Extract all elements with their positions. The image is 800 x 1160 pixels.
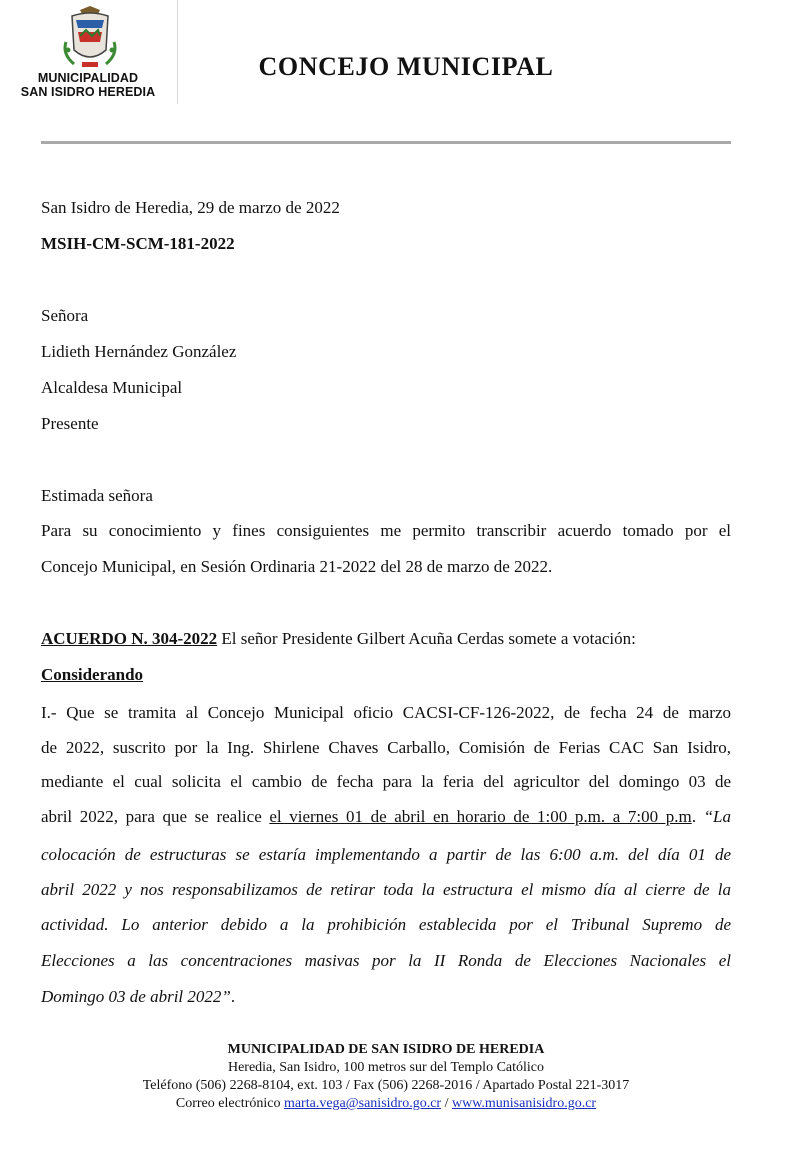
recipient-name: Lidieth Hernández González — [41, 342, 237, 361]
reference-number: MSIH-CM-SCM-181-2022 — [41, 234, 235, 253]
greeting: Estimada señora — [41, 486, 153, 505]
recipient-presence: Presente — [41, 414, 99, 433]
agreement-heading — [41, 629, 636, 649]
footer-separator: / — [441, 1096, 452, 1111]
footer-org: MUNICIPALIDAD DE SAN ISIDRO DE HEREDIA — [227, 1042, 545, 1057]
body-line-8: Elecciones a las concentraciones masivas por la II Ronda de Elecciones Nacionales el — [41, 951, 731, 970]
header-rule — [41, 141, 731, 144]
schedule-underlined: el viernes 01 de abril en horario de 1:00 p.m. a 7:00 p.m — [269, 807, 692, 826]
footer-email-label: Correo electrónico — [175, 1096, 284, 1111]
intro-line-1: Para su conocimiento y fines consiguientes me permito transcribir acuerdo tomado por el — [41, 521, 731, 540]
body-line-2: de 2022, suscrito por la Ing. Shirlene Chaves Carballo, Comisión de Ferias CAC San Isidro, — [41, 738, 731, 757]
body-line-4-period: . — [691, 807, 704, 826]
body-line-3: mediante el cual solicita el cambio de fecha para la feria del agricultor del domingo 03 de — [41, 772, 731, 791]
header-divider — [177, 0, 178, 104]
body-line-9 — [41, 987, 235, 1007]
quote-period: . — [230, 987, 236, 1006]
body-line-4-start: abril 2022, para que se realice — [41, 807, 270, 826]
place-date: San Isidro de Heredia, 29 de marzo de 2022 — [41, 198, 340, 217]
municipality-line-1: MUNICIPALIDAD — [37, 71, 139, 85]
agreement-text: El señor Presidente Gilbert Acuña Cerdas somete a votación: — [217, 629, 636, 648]
footer-website-link[interactable]: www.munisanisidro.go.cr — [451, 1096, 597, 1111]
recipient-salutation: Señora — [41, 306, 89, 325]
body-line-1: I.- Que se tramita al Concejo Municipal oficio CACSI-CF-126-2022, de fecha 24 de marzo — [41, 703, 731, 722]
body-line-4 — [41, 807, 731, 827]
considering-heading: Considerando — [41, 665, 144, 684]
body-line-5: colocación de estructuras se estaría implementando a partir de las 6:00 a.m. del día 01 de — [41, 845, 731, 864]
body-line-7: actividad. Lo anterior debido a la prohibición establecida por el Tribunal Supremo de — [41, 915, 731, 934]
quote-start: “La — [703, 807, 731, 826]
intro-line-2: Concejo Municipal, en Sesión Ordinaria 21-2022 del 28 de marzo de 2022. — [41, 557, 553, 576]
footer-phone: Teléfono (506) 2268-8104, ext. 103 / Fax (506) 2268-2016 / Apartado Postal 221-3017 — [142, 1078, 630, 1093]
footer-email-link[interactable]: marta.vega@sanisidro.go.cr — [283, 1096, 442, 1111]
quote-end: Domingo 03 de abril 2022” — [41, 987, 231, 1006]
agreement-label: ACUERDO N. 304-2022 — [41, 629, 218, 648]
municipality-label — [2, 71, 174, 99]
municipality-line-2: SAN ISIDRO HEREDIA — [20, 85, 156, 99]
body-line-6: abril 2022 y nos responsabilizamos de retirar toda la estructura el mismo día al cierre de la — [41, 880, 731, 899]
municipal-seal-logo — [60, 2, 120, 72]
footer-address: Heredia, San Isidro, 100 metros sur del Templo Católico — [227, 1060, 545, 1075]
recipient-title: Alcaldesa Municipal — [41, 378, 183, 397]
council-title: CONCEJO MUNICIPAL — [258, 52, 554, 81]
footer-contact — [0, 1094, 772, 1113]
